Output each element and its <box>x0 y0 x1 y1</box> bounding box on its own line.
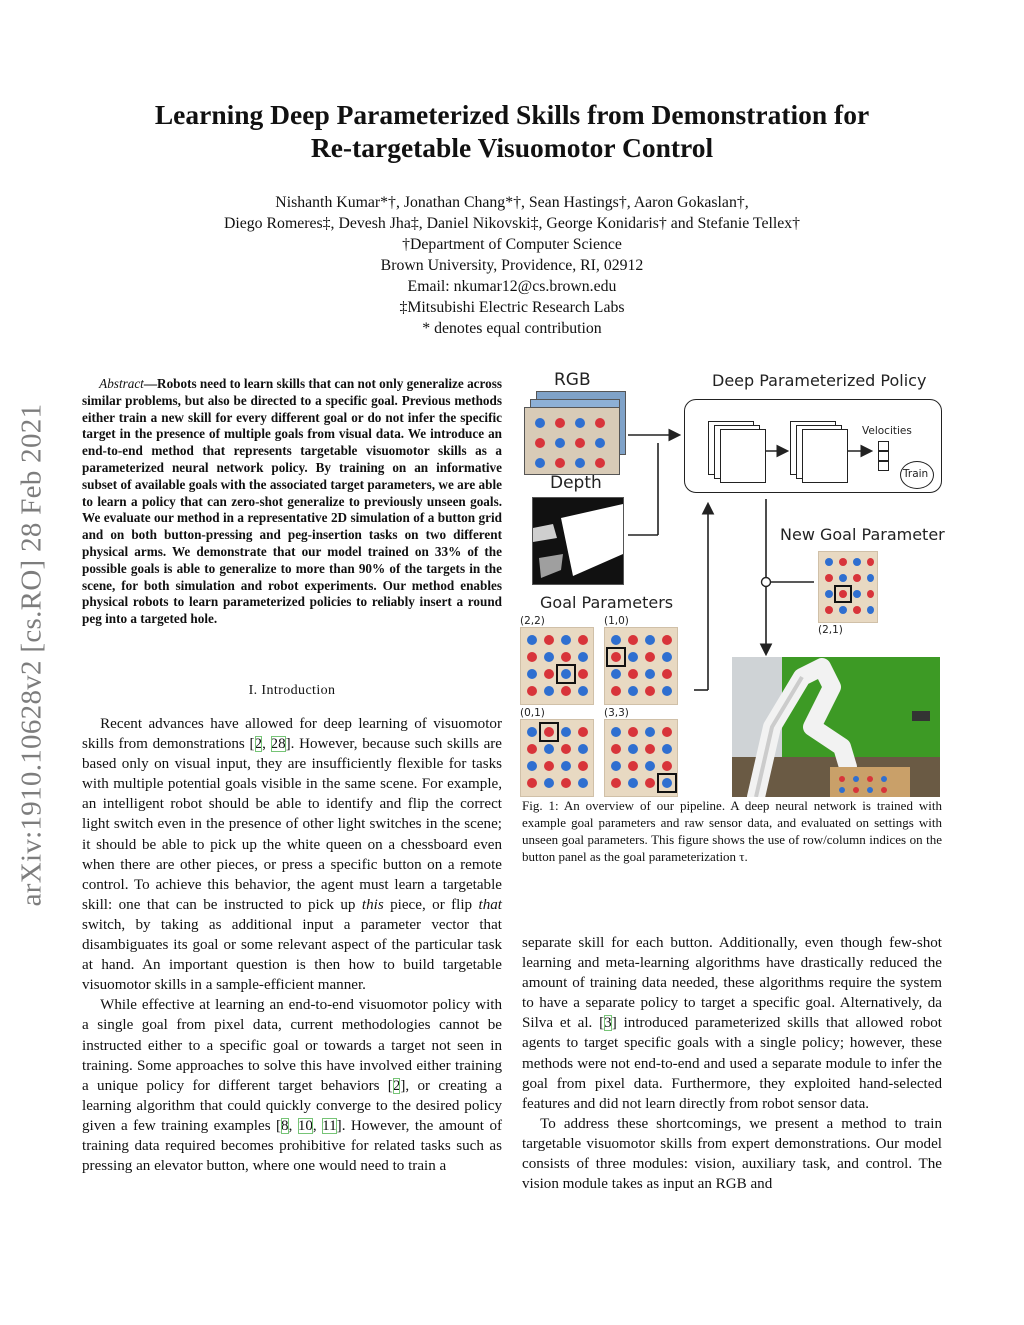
new-goal-label: New Goal Parameter <box>780 525 945 544</box>
button-dot <box>628 635 638 645</box>
button-dot <box>867 606 874 614</box>
button-dot <box>611 761 621 771</box>
button-dot <box>561 652 571 662</box>
goal-board <box>604 627 678 705</box>
button-dot <box>628 652 638 662</box>
button-dot <box>662 635 672 645</box>
new-goal-board <box>818 551 878 623</box>
button-dot <box>578 727 588 737</box>
button-dot <box>645 635 655 645</box>
citation-link[interactable]: 10 <box>297 1117 313 1134</box>
button-dot <box>578 652 588 662</box>
goal-board <box>520 719 594 797</box>
button-dot <box>645 727 655 737</box>
button-dot <box>853 574 861 582</box>
figure-1-caption: Fig. 1: An overview of our pipeline. A deep neural network is trained with example goal parameters and raw sensor data, and evaluated on settings with unseen goal parameters. This figure shows the use of row/column indices on the button panel as the goal parameterization τ. <box>522 798 942 864</box>
figure-1-pipeline <box>518 365 945 795</box>
button-dot <box>611 744 621 754</box>
button-dot <box>628 761 638 771</box>
button-dot <box>611 635 621 645</box>
equal-contribution-note: * denotes equal contribution <box>422 320 602 337</box>
title-line-2: Re-targetable Visuomotor Control <box>310 132 714 163</box>
button-dot <box>578 686 588 696</box>
button-dot <box>611 669 621 679</box>
goal-coord: (3,3) <box>604 707 629 719</box>
button-dot <box>628 669 638 679</box>
button-dot <box>611 727 621 737</box>
rgb-label: RGB <box>554 370 591 390</box>
authors-line-2: Diego Romeres‡, Devesh Jha‡, Daniel Nikovski‡, George Konidaris† and Stefanie Tellex† <box>223 215 801 232</box>
button-dot <box>561 686 571 696</box>
button-dot <box>662 727 672 737</box>
button-dot <box>662 686 672 696</box>
target-selection-box <box>556 664 576 684</box>
intro-paragraph-4: To address these shortcomings, we present a method to train targetable visuomotor skills from expert demonstrations. Our model consists of three modules: vision, auxiliary task, and control. The vision module takes as input an RGB and <box>522 1115 942 1193</box>
button-dot <box>578 761 588 771</box>
button-dot <box>527 652 537 662</box>
button-dot <box>527 778 537 788</box>
affiliation-1: †Department of Computer Science <box>402 236 622 253</box>
intro-left-column <box>82 714 502 1176</box>
author-block <box>100 192 924 339</box>
authors-line-1: Nishanth Kumar*†, Jonathan Chang*†, Sean Hastings†, Aaron Gokaslan†, <box>275 194 749 211</box>
goal-board <box>604 719 678 797</box>
button-dot <box>527 669 537 679</box>
affiliation-3: ‡Mitsubishi Electric Research Labs <box>399 299 625 316</box>
button-dot <box>578 669 588 679</box>
abstract-text: —Robots need to learn skills that can not only generalize across similar problems, but also be directed to a specific goal. Previous methods either train a new skill for every different goal or do not infer the specific target in the presence of multiple goals from visual data. We introduce an end-to-end method that represents targetable visuomotor skills as a parameterized neural network policy. By training on an informative subset of available goals with the associated target parameters, we are able to learn a policy that can zero-shot generalize to previously unseen goals. We evaluate our method in a representative 2D simulation of a button grid and on both button-pressing and peg-insertion tasks on two different physical arms. We demonstrate that our model trained on 33% of the possible goals is able to generalize to more than 90% of the targets in the scene, for both simulation and robot experiments. Our method enables physical robots to learn parameterized policies to reliably insert a round peg into a targeted hole. <box>82 376 502 627</box>
button-dot <box>825 574 833 582</box>
button-dot <box>628 727 638 737</box>
intro-paragraph-1: Recent advances have allowed for deep learning of visuomotor skills from demonstrations [2, 28]. However, because such skills are based only on visual input, they are insufficiently flexible for tasks with multiple potential goals visible in the same scene. For example, an intelligent robot should be able to identify and flip the correct light switch even in the presence of other light switches in the scene; it should be able to pick up the white queen on a chessboard even when there are other pieces, or press a specific button on a remote control. To achieve this behavior, the agent must learn a targetable skill: one that can be instructed to pick up this piece, or flip that switch, by taking as additional input a parameter vector that disambiguates its goal or some relevant aspect of the particular task at hand. An important question is then how to build targetable visuomotor skills in a sample-efficient manner. <box>82 716 503 994</box>
intro-paragraph-3: separate skill for each button. Additionally, even though few-shot learning and meta-learning algorithms have drastically reduced the amount of training data needed, these algorithms require the system to have a separate policy to target a specific goal. Alternatively, da Silva et al. [3] introduced parameterized skills that allowed robot agents to target specific goals with a single policy; however, these methods were not end-to-end and used a separate module to infer the goal from pixel data. Furthermore, they exploited hand-selected features and did not learn directly from robot sensor data. <box>522 935 942 1112</box>
button-dot <box>628 744 638 754</box>
button-dot <box>839 558 847 566</box>
button-dot <box>578 778 588 788</box>
button-dot <box>662 669 672 679</box>
intro-paragraph-2: While effective at learning an end-to-end visuomotor policy with a single goal from pixel data, current methodologies cannot be instructed either to a specific goal or towards a target not seen in training. Some approaches to solve this have involved either training a unique policy for different target behaviors [2], or creating a learning algorithm that could quickly converge to the desired policy given a few training examples [8, 10, 11]. However, the amount of training data required becomes prohibitive for related tasks such as pressing an elevator button, where one would need to train a <box>82 997 503 1175</box>
button-dot <box>662 744 672 754</box>
goal-coord: (0,1) <box>520 707 545 719</box>
button-dot <box>578 744 588 754</box>
robot-arm-photo <box>732 657 940 797</box>
button-dot <box>662 652 672 662</box>
title-line-1: Learning Deep Parameterized Skills from Demonstration for <box>154 99 870 130</box>
button-dot <box>527 761 537 771</box>
button-dot <box>611 686 621 696</box>
intro-right-column <box>522 933 942 1194</box>
button-dot <box>853 558 861 566</box>
button-dot <box>867 558 874 566</box>
citation-link[interactable]: 28 <box>270 736 286 753</box>
button-dot <box>544 761 554 771</box>
velocities-label: Velocities <box>862 425 912 437</box>
button-dot <box>645 778 655 788</box>
abstract-lead: Abstract <box>99 376 144 391</box>
robot-arm-illustration <box>732 657 940 797</box>
button-dot <box>561 761 571 771</box>
goal-parameters-label: Goal Parameters <box>540 593 674 612</box>
button-dot <box>527 635 537 645</box>
new-goal-coord: (2,1) <box>818 624 843 636</box>
arxiv-id: arXiv:1910.10628v2 [cs.RO] 28 Feb 2021 <box>15 403 48 907</box>
button-dot <box>527 686 537 696</box>
button-dot <box>645 652 655 662</box>
button-dot <box>544 744 554 754</box>
author-email: Email: nkumar12@cs.brown.edu <box>407 278 617 295</box>
button-dot <box>544 778 554 788</box>
target-selection-box <box>539 722 559 742</box>
button-dot <box>611 778 621 788</box>
button-dot <box>544 686 554 696</box>
citation-link[interactable]: 2 <box>392 1077 401 1094</box>
button-dot <box>645 669 655 679</box>
goal-coord: (1,0) <box>604 615 629 627</box>
target-selection-box <box>657 773 677 793</box>
button-dot <box>839 574 847 582</box>
button-dot <box>561 727 571 737</box>
button-dot <box>561 635 571 645</box>
button-dot <box>628 686 638 696</box>
button-dot <box>662 761 672 771</box>
button-dot <box>645 744 655 754</box>
button-dot <box>867 574 874 582</box>
target-selection-box <box>834 585 852 603</box>
button-dot <box>825 606 833 614</box>
section-heading-introduction: I. Introduction <box>248 683 336 698</box>
button-dot <box>628 778 638 788</box>
citation-link[interactable]: 3 <box>604 1015 612 1032</box>
button-dot <box>544 652 554 662</box>
policy-label: Deep Parameterized Policy <box>712 371 927 390</box>
citation-link[interactable]: 8 <box>281 1117 289 1134</box>
button-dot <box>853 606 861 614</box>
button-dot <box>825 558 833 566</box>
button-dot <box>561 744 571 754</box>
target-selection-box <box>606 647 626 667</box>
goal-board <box>520 627 594 705</box>
button-dot <box>825 590 833 598</box>
abstract <box>82 376 502 628</box>
button-dot <box>561 778 571 788</box>
button-dot <box>839 606 847 614</box>
arxiv-sidebar-stamp <box>6 360 58 950</box>
button-dot <box>645 761 655 771</box>
affiliation-2: Brown University, Providence, RI, 02912 <box>380 257 644 274</box>
button-dot <box>867 590 874 598</box>
button-dot <box>527 727 537 737</box>
train-label: Train <box>903 468 929 480</box>
goal-coord: (2,2) <box>520 615 545 627</box>
button-dot <box>544 669 554 679</box>
button-dot <box>853 590 861 598</box>
citation-link[interactable]: 2 <box>254 736 263 753</box>
depth-label: Depth <box>550 473 602 493</box>
button-dot <box>578 635 588 645</box>
citation-link[interactable]: 11 <box>322 1117 337 1134</box>
button-dot <box>544 635 554 645</box>
button-dot <box>645 686 655 696</box>
button-dot <box>527 744 537 754</box>
paper-title <box>100 98 924 164</box>
